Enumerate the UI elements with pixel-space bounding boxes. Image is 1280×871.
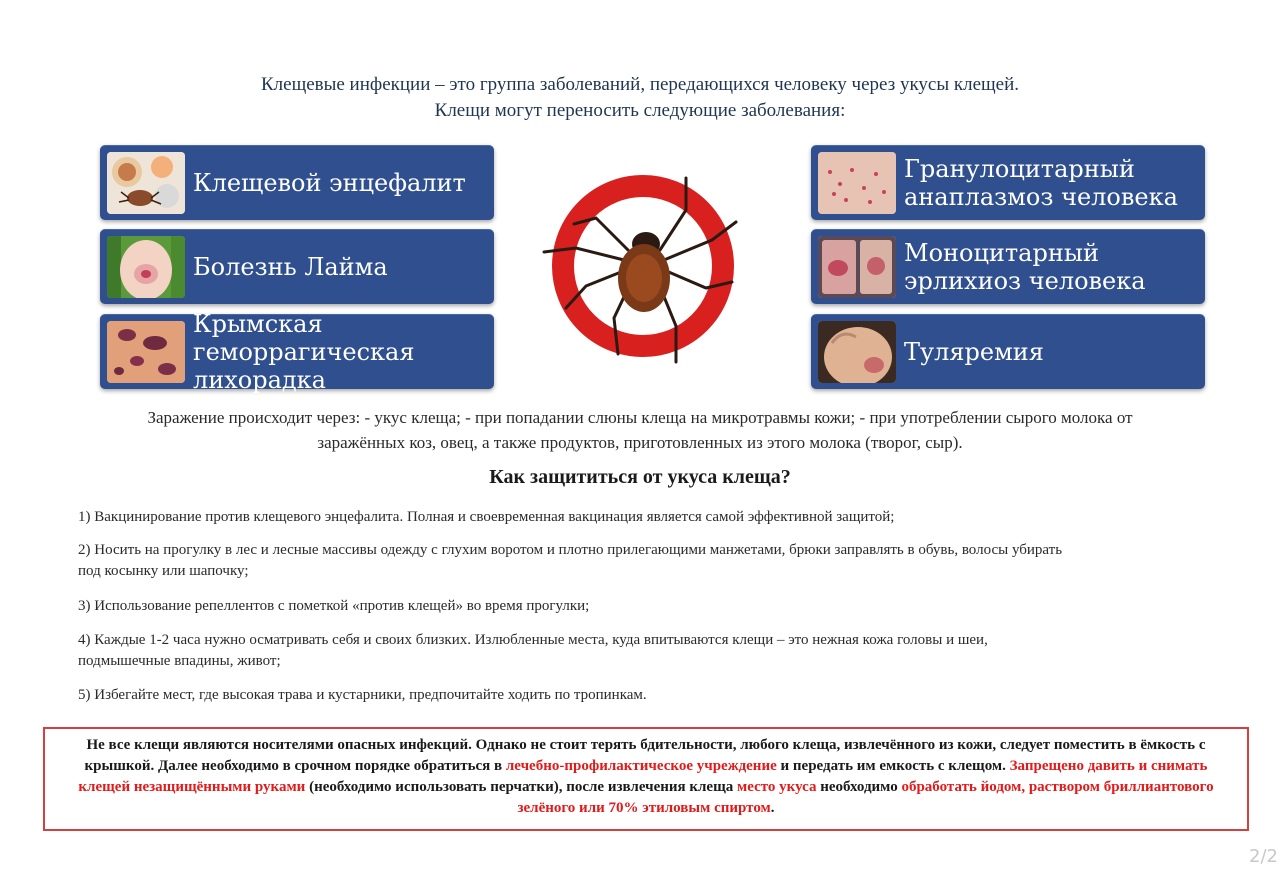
disease-card-encephalitis xyxy=(100,145,494,220)
protection-tip: 2) Носить на прогулку в лес и лесные массивы одежду с глухим воротом и плотно прилегающими манжетами, брюки заправлять в обувь, волосы убирать под косынку или шапочку; xyxy=(78,542,1063,579)
tularemia-photo-icon xyxy=(818,321,896,383)
infection-line: Заражение происходит через: - укус клеща; - при попадании слюны клеща на микротравмы кожи; - при употреблении сырого молока от xyxy=(147,408,1133,427)
infection-routes xyxy=(80,405,1200,455)
encephalitis-photo-icon xyxy=(107,152,185,214)
warning-highlight: Запрещено давить и снимать клещей незащищёнными руками xyxy=(78,758,1208,795)
disease-card-lyme xyxy=(100,229,494,304)
page-indicator: 2/2 xyxy=(1249,846,1278,867)
disease-label: лихорадка xyxy=(193,366,326,394)
protection-tip: 4) Каждые 1-2 часа нужно осматривать себя и своих близких. Излюбленные места, куда впитываются клещи – это нежная кожа головы и шеи, подмышечные впадины, живот; xyxy=(78,632,988,669)
disease-card-ehrlichiosis xyxy=(811,229,1205,304)
disease-label: анаплазмоз человека xyxy=(904,183,1178,211)
disease-card-anaplasmosis xyxy=(811,145,1205,220)
disease-card-crimean-fever xyxy=(100,310,494,394)
tick-warning-sign-icon xyxy=(536,148,750,382)
disease-label: Клещевой энцефалит xyxy=(193,169,466,197)
disease-label: Болезнь Лайма xyxy=(193,253,388,281)
disease-label: эрлихиоз человека xyxy=(904,267,1146,295)
intro-line-2: Клещи могут переносить следующие заболевания: xyxy=(434,100,846,121)
disease-label: Туляремия xyxy=(904,338,1044,366)
protection-tip: 1) Вакцинирование против клещевого энцефалита. Полная и своевременная вакцинация является самой эффективной защитой; xyxy=(78,509,895,525)
anaplasmosis-rash-photo-icon xyxy=(818,152,896,214)
hemorrhagic-rash-photo-icon xyxy=(107,321,185,383)
infection-line: заражённых коз, овец, а также продуктов, приготовленных из этого молока (творог, сыр). xyxy=(317,433,963,452)
disease-label: Крымская геморрагическая xyxy=(193,310,415,366)
warning-highlight: лечебно-профилактическое учреждение xyxy=(505,758,777,774)
warning-box: Не все клещи являются носителями опасных инфекций. Однако не стоит терять бдительности, любого клеща, извлечённого из кожи, следует поместить в ёмкость с крышкой. Далее необходимо в срочном порядке обратиться в лечебно-профилактическое учреждение и передать им емкость с клещом. Запрещено давить и снимать клещей незащищёнными руками (необходимо использовать перчатки), после извлечения клеща место укуса необходимо обработать йодом, раствором бриллиантового зелёного или 70% этиловым спиртом. xyxy=(43,727,1249,831)
warning-highlight: место укуса xyxy=(737,779,817,795)
ehrlichiosis-rash-photo-icon xyxy=(818,236,896,298)
protection-tip: 5) Избегайте мест, где высокая трава и кустарники, предпочитайте ходить по тропинкам. xyxy=(78,687,647,703)
disease-label: Моноцитарный xyxy=(904,239,1099,267)
warning-highlight: обработать йодом, раствором бриллиантового зелёного или 70% этиловым спиртом xyxy=(517,779,1214,816)
intro-line-1: Клещевые инфекции – это группа заболеваний, передающихся человеку через укусы клещей. xyxy=(260,74,1019,95)
lyme-rash-photo-icon xyxy=(107,236,185,298)
protection-heading: Как защититься от укуса клеща? xyxy=(489,466,791,488)
disease-card-tularemia xyxy=(811,314,1205,389)
disease-label: Гранулоцитарный xyxy=(904,155,1135,183)
protection-tip: 3) Использование репеллентов с пометкой «против клещей» во время прогулки; xyxy=(78,598,590,614)
